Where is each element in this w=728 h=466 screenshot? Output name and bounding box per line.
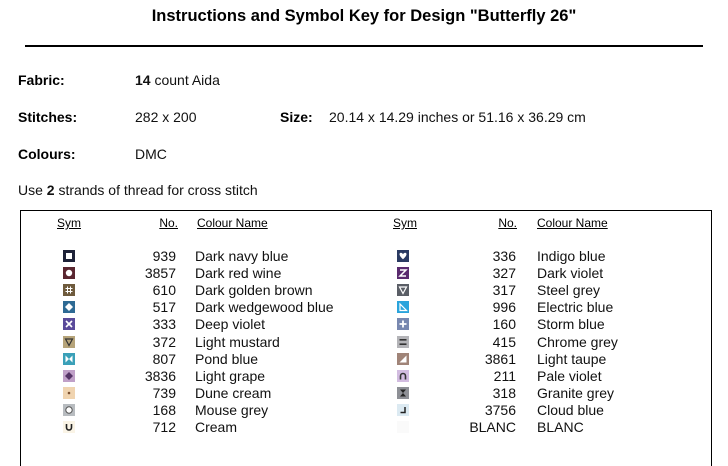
circle-icon [63, 267, 75, 279]
dmc-number: 333 [152, 316, 176, 333]
colour-name: Light mustard [195, 333, 280, 350]
dmc-number: 317 [492, 282, 516, 299]
colour-name: Chrome grey [537, 333, 618, 350]
right-header-no: No. [498, 216, 517, 230]
hourglass-icon [397, 387, 409, 399]
colour-name: Dune cream [195, 384, 272, 401]
down-triangle-icon [397, 284, 409, 296]
stitches-label: Stitches: [18, 109, 78, 125]
fabric-count: 14 [135, 72, 151, 88]
right-header-sym: Sym [393, 216, 417, 230]
colour-name: Pale violet [537, 367, 602, 384]
z-icon [397, 267, 409, 279]
strands-count: 2 [46, 182, 55, 198]
colour-name: Electric blue [537, 299, 614, 316]
colour-name: Light taupe [537, 350, 607, 367]
colour-name: Indigo blue [537, 248, 606, 264]
fabric-label: Fabric: [18, 72, 65, 88]
diamond-icon [63, 301, 75, 313]
dmc-number: 3861 [484, 350, 516, 367]
dmc-number: 336 [492, 248, 516, 264]
dmc-number: 739 [152, 384, 176, 401]
colour-name: Dark golden brown [195, 282, 313, 299]
page-title: Instructions and Symbol Key for Design "Butterfly 26" [151, 7, 577, 25]
dmc-number: 327 [492, 265, 516, 282]
hash-icon [63, 284, 75, 296]
left-header-no: No. [159, 216, 178, 230]
dmc-number: 3756 [484, 401, 516, 418]
corner-icon [397, 404, 409, 416]
size-label: Size: [280, 109, 313, 125]
dmc-number: 372 [152, 333, 176, 350]
strands-pre: Use [18, 182, 47, 198]
dmc-number: 939 [152, 248, 176, 264]
title-rule [25, 45, 703, 47]
diamond-icon [63, 370, 75, 382]
plus-icon [397, 318, 409, 330]
size-value: 20.14 x 14.29 inches or 51.16 x 36.29 cm [329, 109, 586, 125]
colour-name: Cream [195, 419, 238, 435]
colours-label: Colours: [18, 146, 76, 162]
heart-icon [397, 250, 409, 262]
colour-name: Granite grey [537, 384, 615, 401]
dmc-number: 996 [492, 299, 516, 316]
colour-name: Dark violet [537, 265, 604, 282]
dmc-number: 807 [152, 350, 176, 367]
colour-name: Dark red wine [195, 265, 282, 282]
circle-icon [63, 404, 75, 416]
down-triangle-icon [63, 336, 75, 348]
left-header-name: Colour Name [197, 216, 268, 230]
dmc-number: 168 [152, 401, 176, 418]
slash-icon [397, 353, 409, 365]
colour-name: Steel grey [537, 282, 601, 299]
colour-name: Deep violet [195, 316, 266, 333]
fabric-value [135, 72, 220, 88]
dot-icon [63, 387, 75, 399]
dmc-number: 517 [152, 299, 176, 316]
strands-post: strands of thread for cross stitch [54, 182, 258, 198]
stitches-value: 282 x 200 [135, 109, 197, 125]
corner-triangle-icon [397, 301, 409, 313]
colour-name: Cloud blue [537, 401, 604, 418]
colour-name: Light grape [195, 367, 266, 384]
left-header-sym: Sym [57, 216, 81, 230]
x-icon [63, 318, 75, 330]
bowtie-icon [63, 353, 75, 365]
dmc-number: 712 [152, 419, 176, 435]
strands-instruction [18, 182, 258, 198]
arch-icon [397, 370, 409, 382]
u-icon [63, 421, 75, 433]
colour-name: Dark wedgewood blue [195, 299, 334, 316]
open-square-icon [63, 250, 75, 262]
dmc-number: 211 [493, 367, 516, 384]
dmc-number: 415 [492, 333, 516, 350]
colour-name: Storm blue [537, 316, 605, 333]
colour-name: Mouse grey [195, 401, 269, 418]
colour-name: BLANC [537, 419, 584, 435]
bars-icon [397, 336, 409, 348]
dmc-number: 3857 [144, 265, 176, 282]
right-header-name: Colour Name [537, 216, 608, 230]
dmc-number: 160 [492, 316, 516, 333]
colours-value: DMC [135, 146, 167, 162]
fabric-type: count Aida [150, 72, 220, 88]
dmc-number: 610 [152, 282, 176, 299]
blank-swatch [397, 421, 409, 433]
dmc-number: 318 [492, 384, 516, 401]
colour-name: Pond blue [195, 350, 259, 367]
colour-name: Dark navy blue [195, 248, 289, 264]
dmc-number: BLANC [469, 419, 516, 435]
dmc-number: 3836 [144, 367, 176, 384]
